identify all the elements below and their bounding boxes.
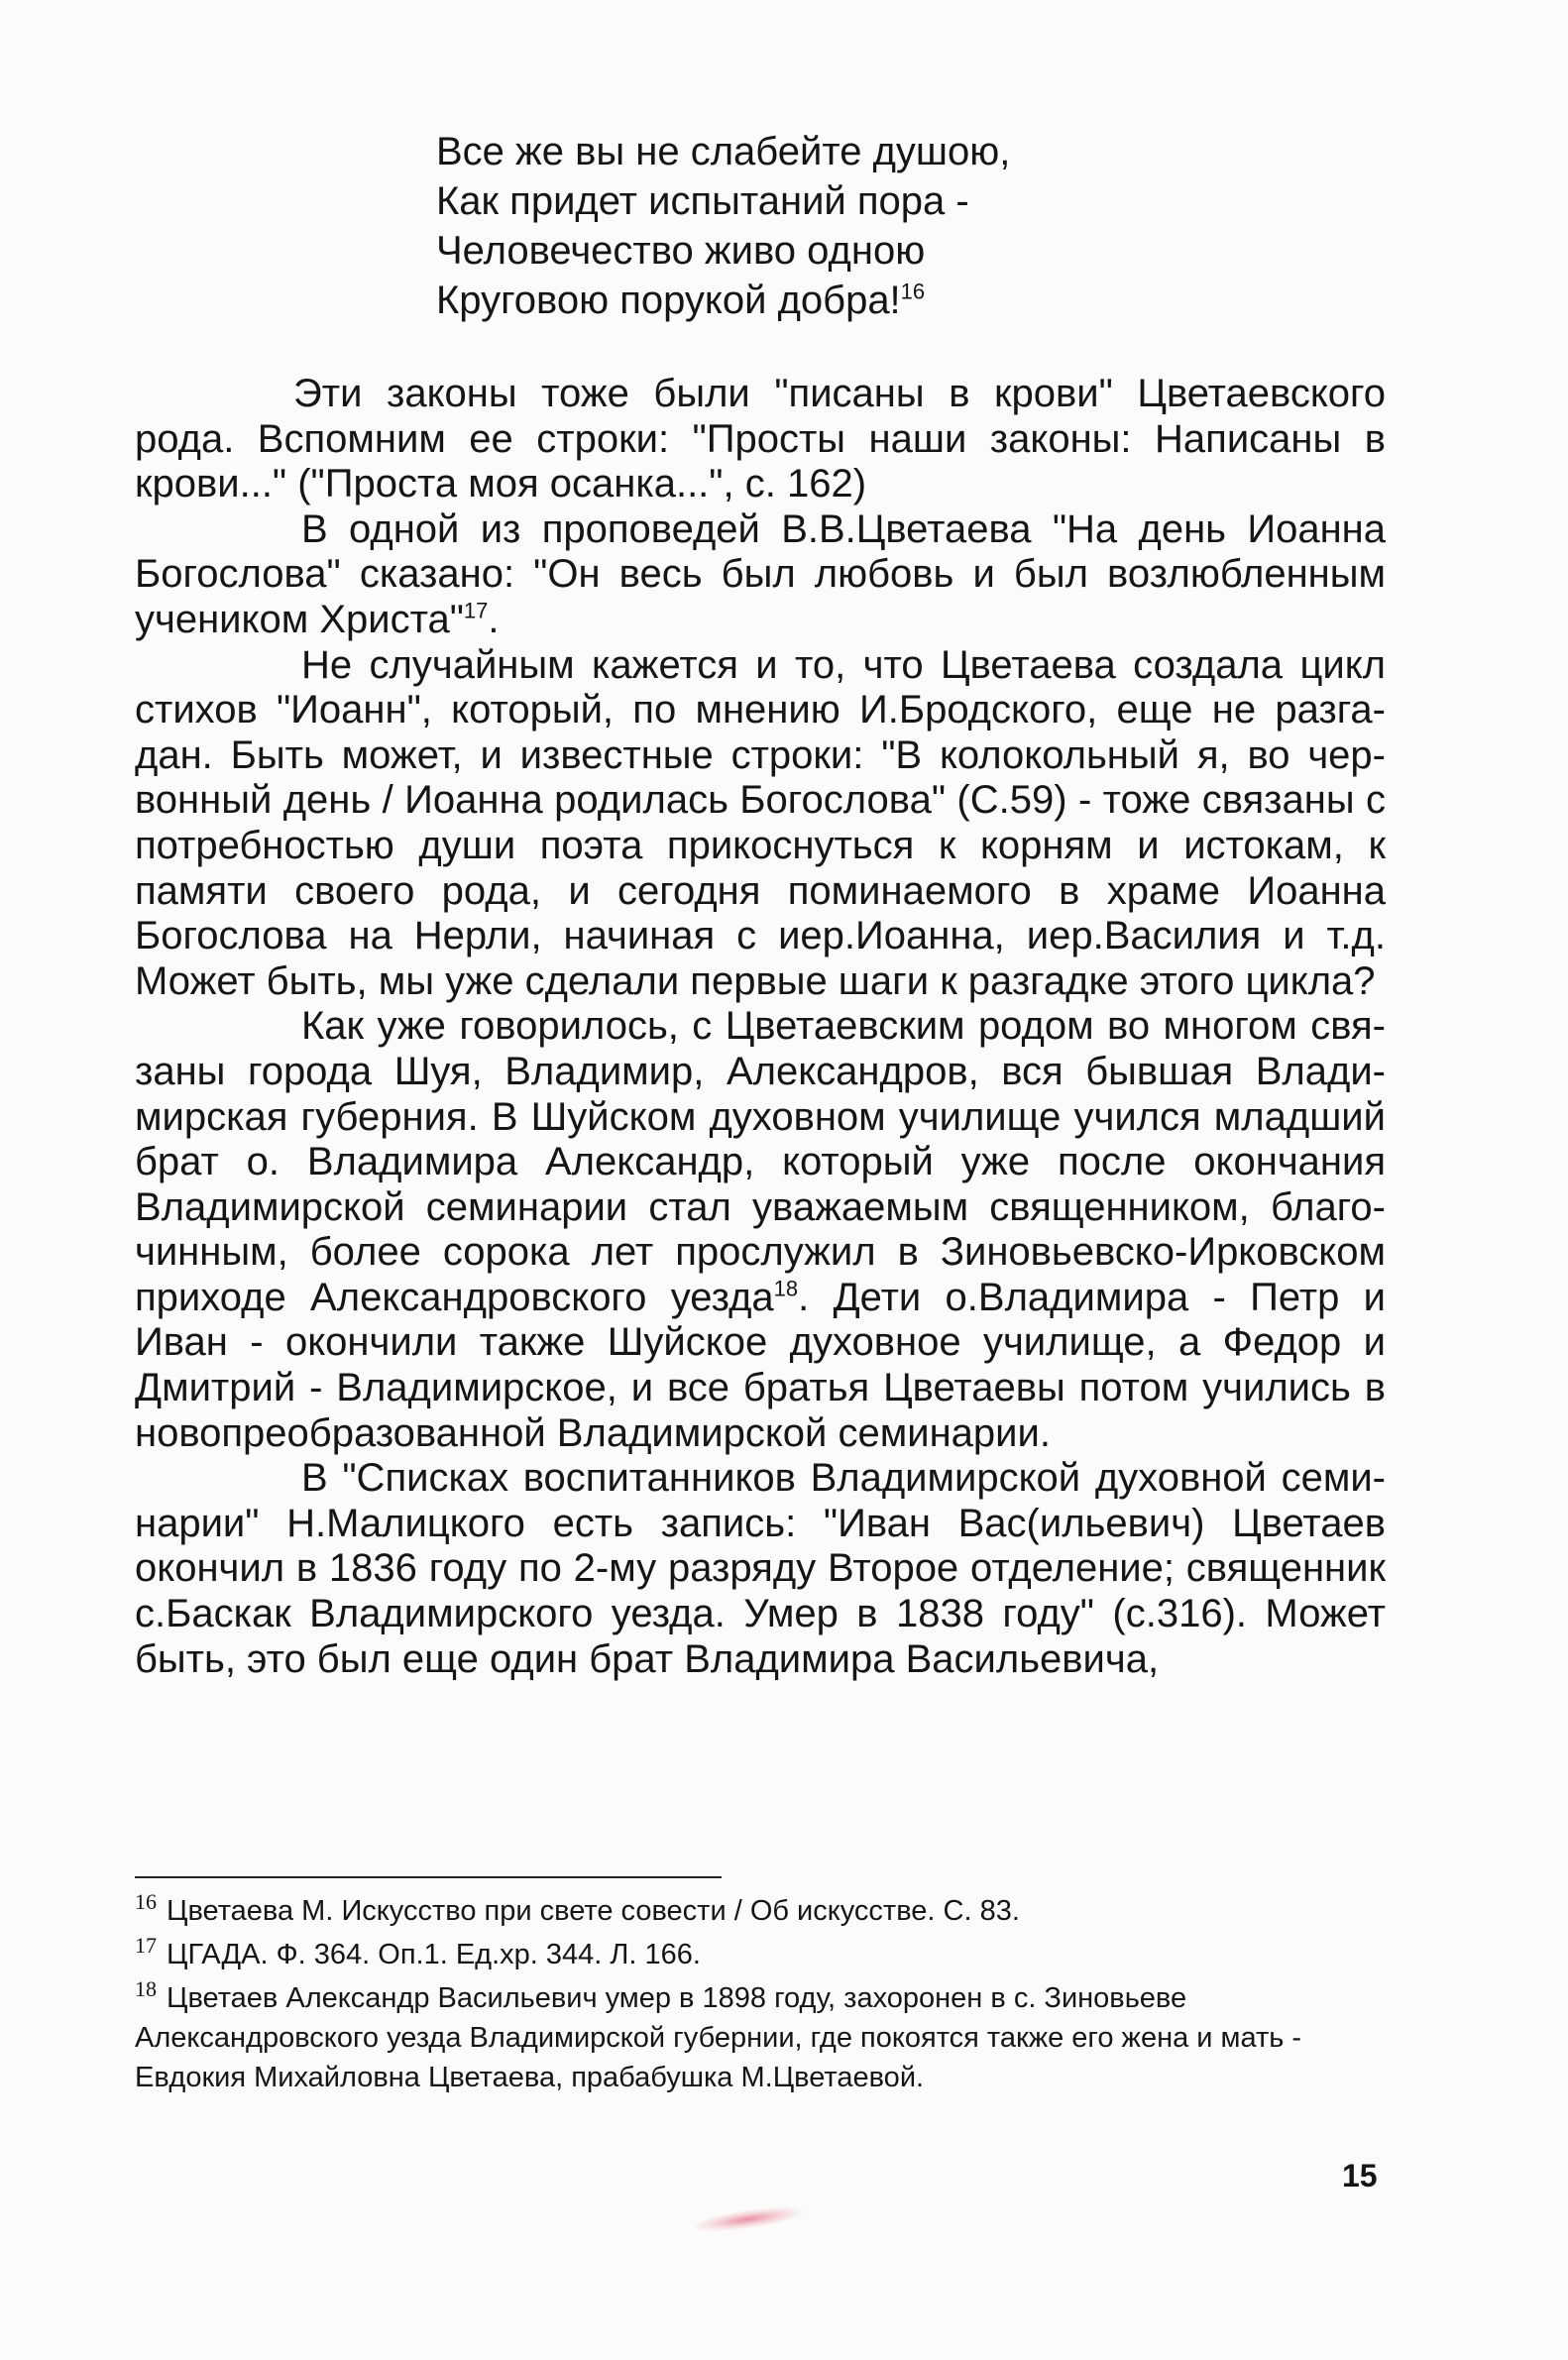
paragraph-text: Как уже говорилось, с Цветаевским родом во многом связаны города Шуя, Владимир, Александров, вся бывшая Владимирская губерния. В Шуйском духовном училище учился младший брат о. Владимира Александр, который уже после окончания Владимирской семинарии стал уважаемым священником, благочинным, более сорока лет прослужил в Зиновьевско-Ирковском приходе Александровского уезда <box>135 1004 1386 1319</box>
footnote-text: Цветаева М. Искусство при свете совести / Об искусстве. С. 83. <box>167 1895 1020 1927</box>
footnote-ref-17: 17 <box>463 598 489 623</box>
footnote <box>135 1935 1386 1974</box>
footnote <box>135 1891 1386 1931</box>
footnote-text: ЦГАДА. Ф. 364. Оп.1. Ед.хр. 344. Л. 166. <box>167 1939 701 1970</box>
ink-stain <box>693 2202 803 2235</box>
paragraph <box>135 507 1386 643</box>
poem-line <box>436 276 1010 325</box>
footnote <box>135 1978 1386 2097</box>
poem-line-text: Круговою порукой добра! <box>436 279 901 322</box>
paragraph-text: . Дети о.Владимира - Петр и Иван - окончили также Шуйское духовное училище, а Федор и Дмитрий - Владимирское, и все братья Цветаевы потом учились в новопреобразованной Владимирской семинарии. <box>135 1275 1386 1455</box>
footnote-ref-18: 18 <box>773 1276 799 1301</box>
footnote-number: 18 <box>135 1976 157 2002</box>
footnotes <box>135 1891 1386 2101</box>
paragraph: Не случайным кажется и то, что Цветаева создала цикл стихов "Иоанн", который, по мнению И.Бродского, еще не разгадан. Быть может, и известные строки: "В колокольный я, во червонный день / Иоанна родилась Богослова" (С.59) - тоже связаны с потребностью души поэта прикоснуться к корням и истокам, к памяти своего рода, и сегодня поминаемого в храме Иоанна Богослова на Нерли, начиная с иер.Иоанна, иер.Василия и т.д. Может быть, мы уже сделали первые шаги к разгадке этого цикла? <box>135 642 1386 1003</box>
paragraph-end: . <box>488 597 500 641</box>
paragraph: Эти законы тоже были "писаны в крови" Цветаевского рода. Вспомним ее строки: "Просты наши законы: Написаны в крови..." ("Проста моя осанка...", с. 162) <box>135 372 1386 506</box>
footnote-separator <box>135 1876 722 1878</box>
paragraph-text: В одной из проповедей В.В.Цветаева "На день Иоанна Богослова" сказано: "Он весь был любовь и был возлюбленным учеником Христа" <box>135 506 1386 641</box>
poem-stanza <box>436 127 1010 325</box>
paragraph: В "Списках воспитанников Владимирской духовной семинарии" Н.Малицкого есть запись: "Иван Вас(ильевич) Цветаев окончил в 1836 году по 2-му разряду Второе отделение; священник с.Баскак Владимирского уезда. Умер в 1838 году" (с.316). Может быть, это был еще один брат Владимира Васильевича, <box>135 1456 1386 1681</box>
footnote-ref-16: 16 <box>900 279 926 304</box>
body-text <box>135 372 1386 1682</box>
poem-line: Все же вы не слабейте душою, <box>436 130 1011 173</box>
footnote-text: Цветаев Александр Васильевич умер в 1898 году, захоронен в с. Зиновьеве Александровского уезда Владимирской губернии, где покоятся также его жена и мать - Евдокия Михайловна Цветаева, прабабушка М.Цветаевой. <box>135 1982 1302 2093</box>
paragraph <box>135 1004 1386 1456</box>
page-number: 15 <box>1342 2158 1378 2193</box>
footnote-number: 17 <box>135 1933 157 1959</box>
poem-line: Как придет испытаний пора - <box>436 179 969 223</box>
poem-line: Человечество живо одною <box>436 229 926 273</box>
footnote-number: 16 <box>135 1889 157 1915</box>
